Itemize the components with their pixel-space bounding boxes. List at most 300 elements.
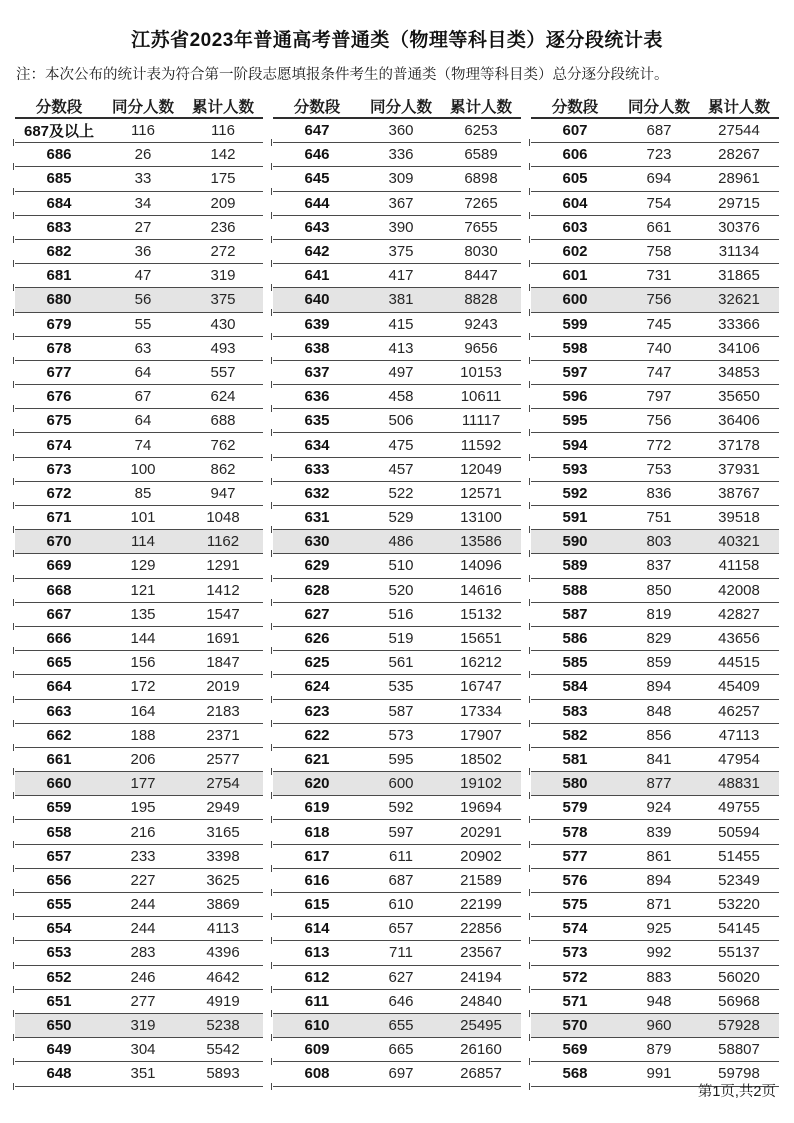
cumulative-count-cell: 38767 — [718, 484, 760, 502]
score-range-cell: 627 — [304, 605, 330, 623]
cumulative-count-cell: 53220 — [718, 896, 760, 914]
same-score-count-cell: 516 — [388, 605, 414, 623]
score-range-cell: 644 — [304, 194, 330, 212]
table-row — [531, 409, 779, 433]
score-range-cell: 685 — [46, 170, 72, 188]
score-range-cell: 679 — [46, 315, 72, 333]
table-row — [15, 458, 263, 482]
table-row — [531, 458, 779, 482]
score-range-cell: 648 — [46, 1065, 72, 1083]
score-range-cell: 615 — [304, 896, 330, 914]
score-range-cell: 638 — [304, 339, 330, 357]
cumulative-count-cell: 8030 — [464, 243, 498, 261]
score-range-cell: 635 — [304, 412, 330, 430]
cumulative-count-cell: 34106 — [718, 339, 760, 357]
cumulative-count-cell: 49755 — [718, 799, 760, 817]
table-row — [531, 433, 779, 457]
score-range-cell: 617 — [304, 847, 330, 865]
cumulative-count-cell: 50594 — [718, 823, 760, 841]
same-score-count-cell: 883 — [646, 968, 672, 986]
same-score-count-cell: 277 — [130, 992, 156, 1010]
cumulative-count-cell: 19102 — [460, 775, 502, 793]
table-row — [273, 216, 521, 240]
cumulative-count-cell: 142 — [210, 146, 236, 164]
same-score-count-cell: 367 — [388, 194, 414, 212]
table-row — [273, 748, 521, 772]
score-range-cell: 594 — [562, 436, 588, 454]
same-score-count-cell: 992 — [646, 944, 672, 962]
score-range-cell: 601 — [562, 267, 588, 285]
table-row — [531, 796, 779, 820]
same-score-count-cell: 819 — [646, 605, 672, 623]
table-row — [531, 482, 779, 506]
table-header-row — [531, 94, 779, 119]
table-row — [15, 385, 263, 409]
score-range-cell: 655 — [46, 896, 72, 914]
score-range-cell: 646 — [304, 146, 330, 164]
score-range-cell: 684 — [46, 194, 72, 212]
table-row — [531, 603, 779, 627]
score-range-cell: 568 — [562, 1065, 588, 1083]
same-score-count-cell: 611 — [389, 847, 413, 865]
score-range-cell: 660 — [46, 775, 72, 793]
same-score-count-cell: 67 — [134, 388, 152, 406]
same-score-count-cell: 195 — [130, 799, 156, 817]
cumulative-count-cell: 862 — [210, 460, 236, 478]
table-row — [15, 1062, 263, 1086]
table-row — [15, 1014, 263, 1038]
table-row — [273, 772, 521, 796]
cumulative-count-cell: 56968 — [718, 992, 760, 1010]
cumulative-count-cell: 43656 — [718, 630, 760, 648]
same-score-count-cell: 63 — [134, 339, 152, 357]
same-score-count-cell: 246 — [130, 968, 156, 986]
same-score-count-cell: 894 — [646, 871, 672, 889]
table-row — [15, 579, 263, 603]
same-score-count-cell: 381 — [388, 291, 414, 309]
cumulative-count-cell: 54145 — [718, 920, 760, 938]
cumulative-count-cell: 51455 — [718, 847, 760, 865]
score-range-cell: 575 — [562, 896, 588, 914]
table-row — [273, 651, 521, 675]
score-range-cell: 671 — [46, 509, 72, 527]
table-row — [531, 361, 779, 385]
cumulative-count-cell: 688 — [210, 412, 236, 430]
same-score-count-cell: 859 — [646, 654, 672, 672]
cumulative-count-cell: 20291 — [460, 823, 502, 841]
column-header: 分数段 — [293, 98, 341, 116]
same-score-count-cell: 535 — [388, 678, 414, 696]
cumulative-count-cell: 45409 — [718, 678, 760, 696]
score-range-cell: 595 — [562, 412, 588, 430]
score-range-cell: 665 — [46, 654, 72, 672]
score-range-cell: 585 — [562, 654, 588, 672]
score-range-cell: 653 — [46, 944, 72, 962]
table-row — [273, 893, 521, 917]
score-range-cell: 668 — [46, 581, 72, 599]
score-range-cell: 678 — [46, 339, 72, 357]
cumulative-count-cell: 57928 — [718, 1017, 760, 1035]
score-range-cell: 599 — [562, 315, 588, 333]
cumulative-count-cell: 2577 — [206, 750, 240, 768]
same-score-count-cell: 960 — [646, 1017, 672, 1035]
cumulative-count-cell: 44515 — [718, 654, 760, 672]
cumulative-count-cell: 25495 — [460, 1017, 502, 1035]
table-row — [15, 143, 263, 167]
score-range-cell: 659 — [46, 799, 72, 817]
same-score-count-cell: 510 — [388, 557, 414, 575]
score-range-cell: 579 — [562, 799, 588, 817]
cumulative-count-cell: 375 — [210, 291, 236, 309]
table-row — [273, 917, 521, 941]
table-row — [273, 845, 521, 869]
score-range-cell: 640 — [304, 291, 330, 309]
same-score-count-cell: 36 — [134, 243, 152, 261]
same-score-count-cell: 925 — [646, 920, 672, 938]
cumulative-count-cell: 3165 — [206, 823, 240, 841]
cumulative-count-cell: 55137 — [718, 944, 760, 962]
same-score-count-cell: 587 — [388, 702, 414, 720]
table-row — [273, 603, 521, 627]
score-range-cell: 682 — [46, 243, 72, 261]
score-range-cell: 576 — [562, 871, 588, 889]
same-score-count-cell: 164 — [130, 702, 156, 720]
score-range-cell: 602 — [562, 243, 588, 261]
cumulative-count-cell: 30376 — [718, 218, 760, 236]
same-score-count-cell: 360 — [388, 122, 414, 140]
score-range-cell: 658 — [46, 823, 72, 841]
same-score-count-cell: 610 — [388, 896, 414, 914]
score-range-cell: 616 — [304, 871, 330, 889]
score-range-cell: 612 — [304, 968, 330, 986]
score-range-cell: 609 — [304, 1041, 330, 1059]
same-score-count-cell: 506 — [388, 412, 414, 430]
table-row — [15, 796, 263, 820]
same-score-count-cell: 129 — [130, 557, 156, 575]
table-row — [531, 554, 779, 578]
cumulative-count-cell: 14616 — [460, 581, 502, 599]
score-range-cell: 666 — [46, 630, 72, 648]
cumulative-count-cell: 3625 — [206, 871, 240, 889]
cumulative-count-cell: 10153 — [460, 363, 502, 381]
table-row — [15, 433, 263, 457]
cumulative-count-cell: 5238 — [206, 1017, 240, 1035]
table-row — [531, 941, 779, 965]
cumulative-count-cell: 7655 — [464, 218, 498, 236]
cumulative-count-cell: 430 — [210, 315, 236, 333]
table-row — [531, 1014, 779, 1038]
table-row — [273, 409, 521, 433]
table-body — [273, 119, 521, 1087]
table-row — [15, 675, 263, 699]
score-range-cell: 675 — [46, 412, 72, 430]
table-row — [15, 627, 263, 651]
table-row — [531, 143, 779, 167]
score-range-cell: 654 — [46, 920, 72, 938]
score-range-cell: 642 — [304, 243, 330, 261]
same-score-count-cell: 850 — [646, 581, 672, 599]
score-range-cell: 603 — [562, 218, 588, 236]
cumulative-count-cell: 1847 — [206, 654, 240, 672]
score-table-right — [531, 94, 779, 1087]
cumulative-count-cell: 10611 — [460, 388, 502, 406]
table-row — [531, 240, 779, 264]
cumulative-count-cell: 4919 — [206, 992, 240, 1010]
table-row — [15, 506, 263, 530]
score-range-cell: 610 — [304, 1017, 330, 1035]
cumulative-count-cell: 1162 — [206, 533, 240, 551]
score-range-cell: 587 — [562, 605, 588, 623]
score-range-cell: 637 — [304, 363, 330, 381]
cumulative-count-cell: 26160 — [460, 1041, 502, 1059]
table-row — [531, 772, 779, 796]
table-row — [273, 337, 521, 361]
table-row — [273, 167, 521, 191]
table-row — [15, 216, 263, 240]
column-header: 分数段 — [551, 98, 599, 116]
table-row — [15, 119, 263, 143]
same-score-count-cell: 894 — [646, 678, 672, 696]
same-score-count-cell: 829 — [646, 630, 672, 648]
table-row — [531, 385, 779, 409]
table-row — [531, 651, 779, 675]
score-range-cell: 591 — [562, 509, 588, 527]
same-score-count-cell: 731 — [646, 267, 672, 285]
same-score-count-cell: 244 — [130, 896, 156, 914]
score-range-cell: 570 — [562, 1017, 588, 1035]
table-row — [531, 917, 779, 941]
cumulative-count-cell: 19694 — [460, 799, 502, 817]
same-score-count-cell: 751 — [646, 509, 672, 527]
same-score-count-cell: 522 — [388, 484, 414, 502]
cumulative-count-cell: 557 — [210, 363, 236, 381]
same-score-count-cell: 519 — [388, 630, 414, 648]
table-row — [273, 143, 521, 167]
same-score-count-cell: 497 — [388, 363, 414, 381]
cumulative-count-cell: 47954 — [718, 750, 760, 768]
cumulative-count-cell: 2371 — [206, 726, 240, 744]
same-score-count-cell: 871 — [646, 896, 672, 914]
table-row — [273, 530, 521, 554]
same-score-count-cell: 592 — [388, 799, 414, 817]
table-row — [531, 724, 779, 748]
score-range-cell: 589 — [562, 557, 588, 575]
table-row — [273, 627, 521, 651]
cumulative-count-cell: 4113 — [206, 920, 240, 938]
score-range-cell: 606 — [562, 146, 588, 164]
column-header: 累计人数 — [449, 98, 512, 116]
score-range-cell: 600 — [562, 291, 588, 309]
same-score-count-cell: 837 — [646, 557, 672, 575]
cumulative-count-cell: 17334 — [460, 702, 502, 720]
same-score-count-cell: 100 — [130, 460, 156, 478]
same-score-count-cell: 856 — [646, 726, 672, 744]
table-row — [531, 990, 779, 1014]
table-row — [15, 361, 263, 385]
score-range-cell: 588 — [562, 581, 588, 599]
score-range-cell: 611 — [304, 992, 330, 1010]
cumulative-count-cell: 14096 — [460, 557, 502, 575]
column-header: 累计人数 — [707, 98, 770, 116]
score-range-cell: 608 — [304, 1065, 330, 1083]
score-range-cell: 643 — [304, 218, 330, 236]
score-range-cell: 639 — [304, 315, 330, 333]
table-row — [273, 288, 521, 312]
same-score-count-cell: 877 — [646, 775, 672, 793]
table-row — [531, 192, 779, 216]
table-row — [531, 748, 779, 772]
score-range-cell: 672 — [46, 484, 72, 502]
same-score-count-cell: 64 — [134, 363, 152, 381]
cumulative-count-cell: 209 — [210, 194, 236, 212]
column-header: 同分人数 — [111, 98, 174, 116]
table-row — [273, 1038, 521, 1062]
note-text: 注：本次公布的统计表为符合第一阶段志愿填报条件考生的普通类（物理等科目类）总分逐分段统计。 — [16, 67, 669, 83]
cumulative-count-cell: 27544 — [718, 122, 760, 140]
cumulative-count-cell: 34853 — [718, 363, 760, 381]
same-score-count-cell: 319 — [130, 1017, 156, 1035]
same-score-count-cell: 26 — [134, 146, 152, 164]
table-row — [273, 966, 521, 990]
same-score-count-cell: 597 — [388, 823, 414, 841]
same-score-count-cell: 561 — [388, 654, 414, 672]
table-row — [15, 700, 263, 724]
table-row — [273, 313, 521, 337]
score-range-cell: 663 — [46, 702, 72, 720]
cumulative-count-cell: 36406 — [718, 412, 760, 430]
score-range-cell: 650 — [46, 1017, 72, 1035]
same-score-count-cell: 758 — [646, 243, 672, 261]
cumulative-count-cell: 4396 — [206, 944, 240, 962]
cumulative-count-cell: 13586 — [460, 533, 502, 551]
score-range-cell: 581 — [562, 750, 588, 768]
score-range-cell: 578 — [562, 823, 588, 841]
table-row — [531, 627, 779, 651]
cumulative-count-cell: 29715 — [718, 194, 760, 212]
cumulative-count-cell: 26857 — [460, 1065, 502, 1083]
table-row — [273, 1014, 521, 1038]
column-header: 同分人数 — [627, 98, 690, 116]
table-row — [273, 433, 521, 457]
score-range-cell: 628 — [304, 581, 330, 599]
table-row — [15, 748, 263, 772]
score-range-cell: 626 — [304, 630, 330, 648]
table-row — [273, 240, 521, 264]
cumulative-count-cell: 23567 — [460, 944, 502, 962]
cumulative-count-cell: 3398 — [206, 847, 240, 865]
cumulative-count-cell: 6589 — [464, 146, 498, 164]
cumulative-count-cell: 2754 — [206, 775, 240, 793]
same-score-count-cell: 756 — [646, 291, 672, 309]
score-range-cell: 664 — [46, 678, 72, 696]
score-range-cell: 645 — [304, 170, 330, 188]
same-score-count-cell: 233 — [130, 847, 156, 865]
same-score-count-cell: 861 — [646, 847, 672, 865]
table-row — [531, 700, 779, 724]
cumulative-count-cell: 47113 — [718, 726, 760, 744]
score-range-cell: 670 — [46, 533, 72, 551]
score-range-cell: 657 — [46, 847, 72, 865]
score-range-cell: 590 — [562, 533, 588, 551]
same-score-count-cell: 948 — [646, 992, 672, 1010]
table-row — [273, 458, 521, 482]
table-row — [15, 313, 263, 337]
same-score-count-cell: 375 — [388, 243, 414, 261]
score-range-cell: 683 — [46, 218, 72, 236]
score-range-cell: 686 — [46, 146, 72, 164]
same-score-count-cell: 753 — [646, 460, 672, 478]
table-row — [273, 724, 521, 748]
score-range-cell: 647 — [304, 122, 330, 140]
table-row — [15, 167, 263, 191]
table-row — [273, 820, 521, 844]
table-row — [273, 385, 521, 409]
same-score-count-cell: 415 — [388, 315, 414, 333]
cumulative-count-cell: 42008 — [718, 581, 760, 599]
page-number: 第1页,共2页 — [697, 1084, 776, 1100]
cumulative-count-cell: 31134 — [718, 243, 760, 261]
score-range-cell: 641 — [304, 267, 330, 285]
table-row — [15, 264, 263, 288]
cumulative-count-cell: 9656 — [464, 339, 498, 357]
same-score-count-cell: 595 — [388, 750, 414, 768]
table-row — [273, 941, 521, 965]
same-score-count-cell: 177 — [130, 775, 156, 793]
score-range-cell: 620 — [304, 775, 330, 793]
table-row — [531, 869, 779, 893]
same-score-count-cell: 85 — [134, 484, 152, 502]
score-range-cell: 630 — [304, 533, 330, 551]
same-score-count-cell: 573 — [388, 726, 414, 744]
page-title: 江苏省2023年普通高考普通类（物理等科目类）逐分段统计表 — [131, 30, 663, 51]
same-score-count-cell: 694 — [646, 170, 672, 188]
same-score-count-cell: 697 — [388, 1065, 414, 1083]
same-score-count-cell: 529 — [388, 509, 414, 527]
score-range-cell: 577 — [562, 847, 588, 865]
cumulative-count-cell: 8828 — [464, 291, 498, 309]
same-score-count-cell: 457 — [388, 460, 414, 478]
same-score-count-cell: 665 — [388, 1041, 414, 1059]
cumulative-count-cell: 6253 — [464, 122, 498, 140]
cumulative-count-cell: 624 — [210, 388, 236, 406]
table-row — [531, 579, 779, 603]
same-score-count-cell: 723 — [646, 146, 672, 164]
same-score-count-cell: 756 — [646, 412, 672, 430]
score-range-cell: 636 — [304, 388, 330, 406]
cumulative-count-cell: 17907 — [460, 726, 502, 744]
cumulative-count-cell: 12571 — [460, 484, 502, 502]
cumulative-count-cell: 28961 — [718, 170, 760, 188]
table-row — [273, 192, 521, 216]
score-range-cell: 669 — [46, 557, 72, 575]
table-row — [531, 119, 779, 143]
same-score-count-cell: 336 — [388, 146, 414, 164]
cumulative-count-cell: 1691 — [206, 630, 240, 648]
column-header: 同分人数 — [369, 98, 432, 116]
score-table-middle — [273, 94, 521, 1087]
table-row — [531, 167, 779, 191]
table-row — [15, 482, 263, 506]
cumulative-count-cell: 947 — [210, 484, 236, 502]
same-score-count-cell: 101 — [130, 509, 156, 527]
table-row — [15, 1038, 263, 1062]
same-score-count-cell: 797 — [646, 388, 672, 406]
table-row — [531, 530, 779, 554]
cumulative-count-cell: 13100 — [460, 509, 502, 527]
score-range-cell: 584 — [562, 678, 588, 696]
cumulative-count-cell: 12049 — [460, 460, 502, 478]
same-score-count-cell: 56 — [134, 291, 152, 309]
